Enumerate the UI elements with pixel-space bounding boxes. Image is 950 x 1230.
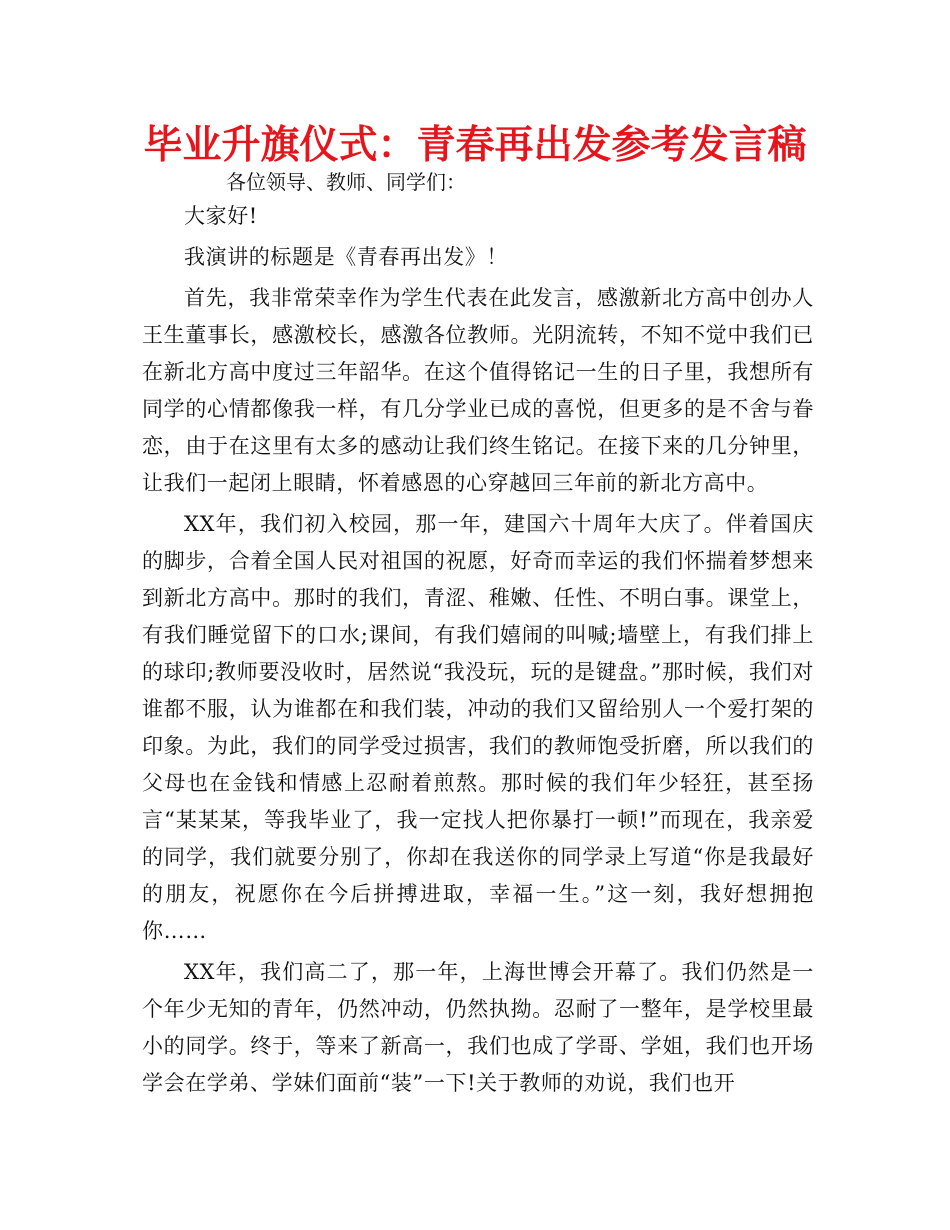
paragraph-second-year: XX年，我们高二了，那一年，上海世博会开幕了。我们仍然是一个年少无知的青年，仍然冲动，仍然执拗。忍耐了一整年，是学校里最小的同学。终于，等来了新高一，我们也成了学哥、学姐，我们也开场学会在学弟、学妹们面前“装”一下!关于教师的劝说，我们也开 <box>142 960 814 1095</box>
document-body <box>142 198 814 1106</box>
paragraph-first-year: XX年，我们初入校园，那一年，建国六十周年大庆了。伴着国庆的脚步，合着全国人民对祖国的祝愿，好奇而幸运的我们怀揣着梦想来到新北方高中。那时的我们，青涩、稚嫩、任性、不明白事。课堂上，有我们睡觉留下的口水;课间，有我们嬉闹的叫喊;墙壁上，有我们排上的球印;教师要没收时，居然说“我没玩，玩的是键盘。”那时候，我们对谁都不服，认为谁都在和我们装，冲动的我们又留给别人一个爱打架的印象。为此，我们的同学受过损害，我们的教师饱受折磨，所以我们的父母也在金钱和情感上忍耐着煎熬。那时候的我们年少轻狂，甚至扬言“某某某，等我毕业了，我一定找人把你暴打一顿!”而现在，我亲爱的同学，我们就要分别了，你却在我送你的同学录上写道“你是我最好的朋友，祝愿你在今后拼搏进取，幸福一生。”这一刻，我好想拥抱你…… <box>142 512 814 943</box>
paragraph-intro: 首先，我非常荣幸作为学生代表在此发言，感激新北方高中创办人王生董事长，感激校长，感激各位教师。光阴流转，不知不觉中我们已在新北方高中度过三年韶华。在这个值得铭记一生的日子里，我想所有同学的心情都像我一样，有几分学业已成的喜悦，但更多的是不舍与眷恋，由于在这里有太多的感动让我们终生铭记。在接下来的几分钟里，让我们一起闭上眼睛，怀着感恩的心穿越回三年前的新北方高中。 <box>142 286 814 495</box>
document-title: 毕业升旗仪式：青春再出发参考发言稿 <box>143 123 807 168</box>
salutation: 各位领导、教师、同学们： <box>226 170 466 194</box>
paragraph-topic: 我演讲的标题是《青春再出发》！ <box>184 245 508 269</box>
paragraph-greeting: 大家好! <box>184 204 258 228</box>
